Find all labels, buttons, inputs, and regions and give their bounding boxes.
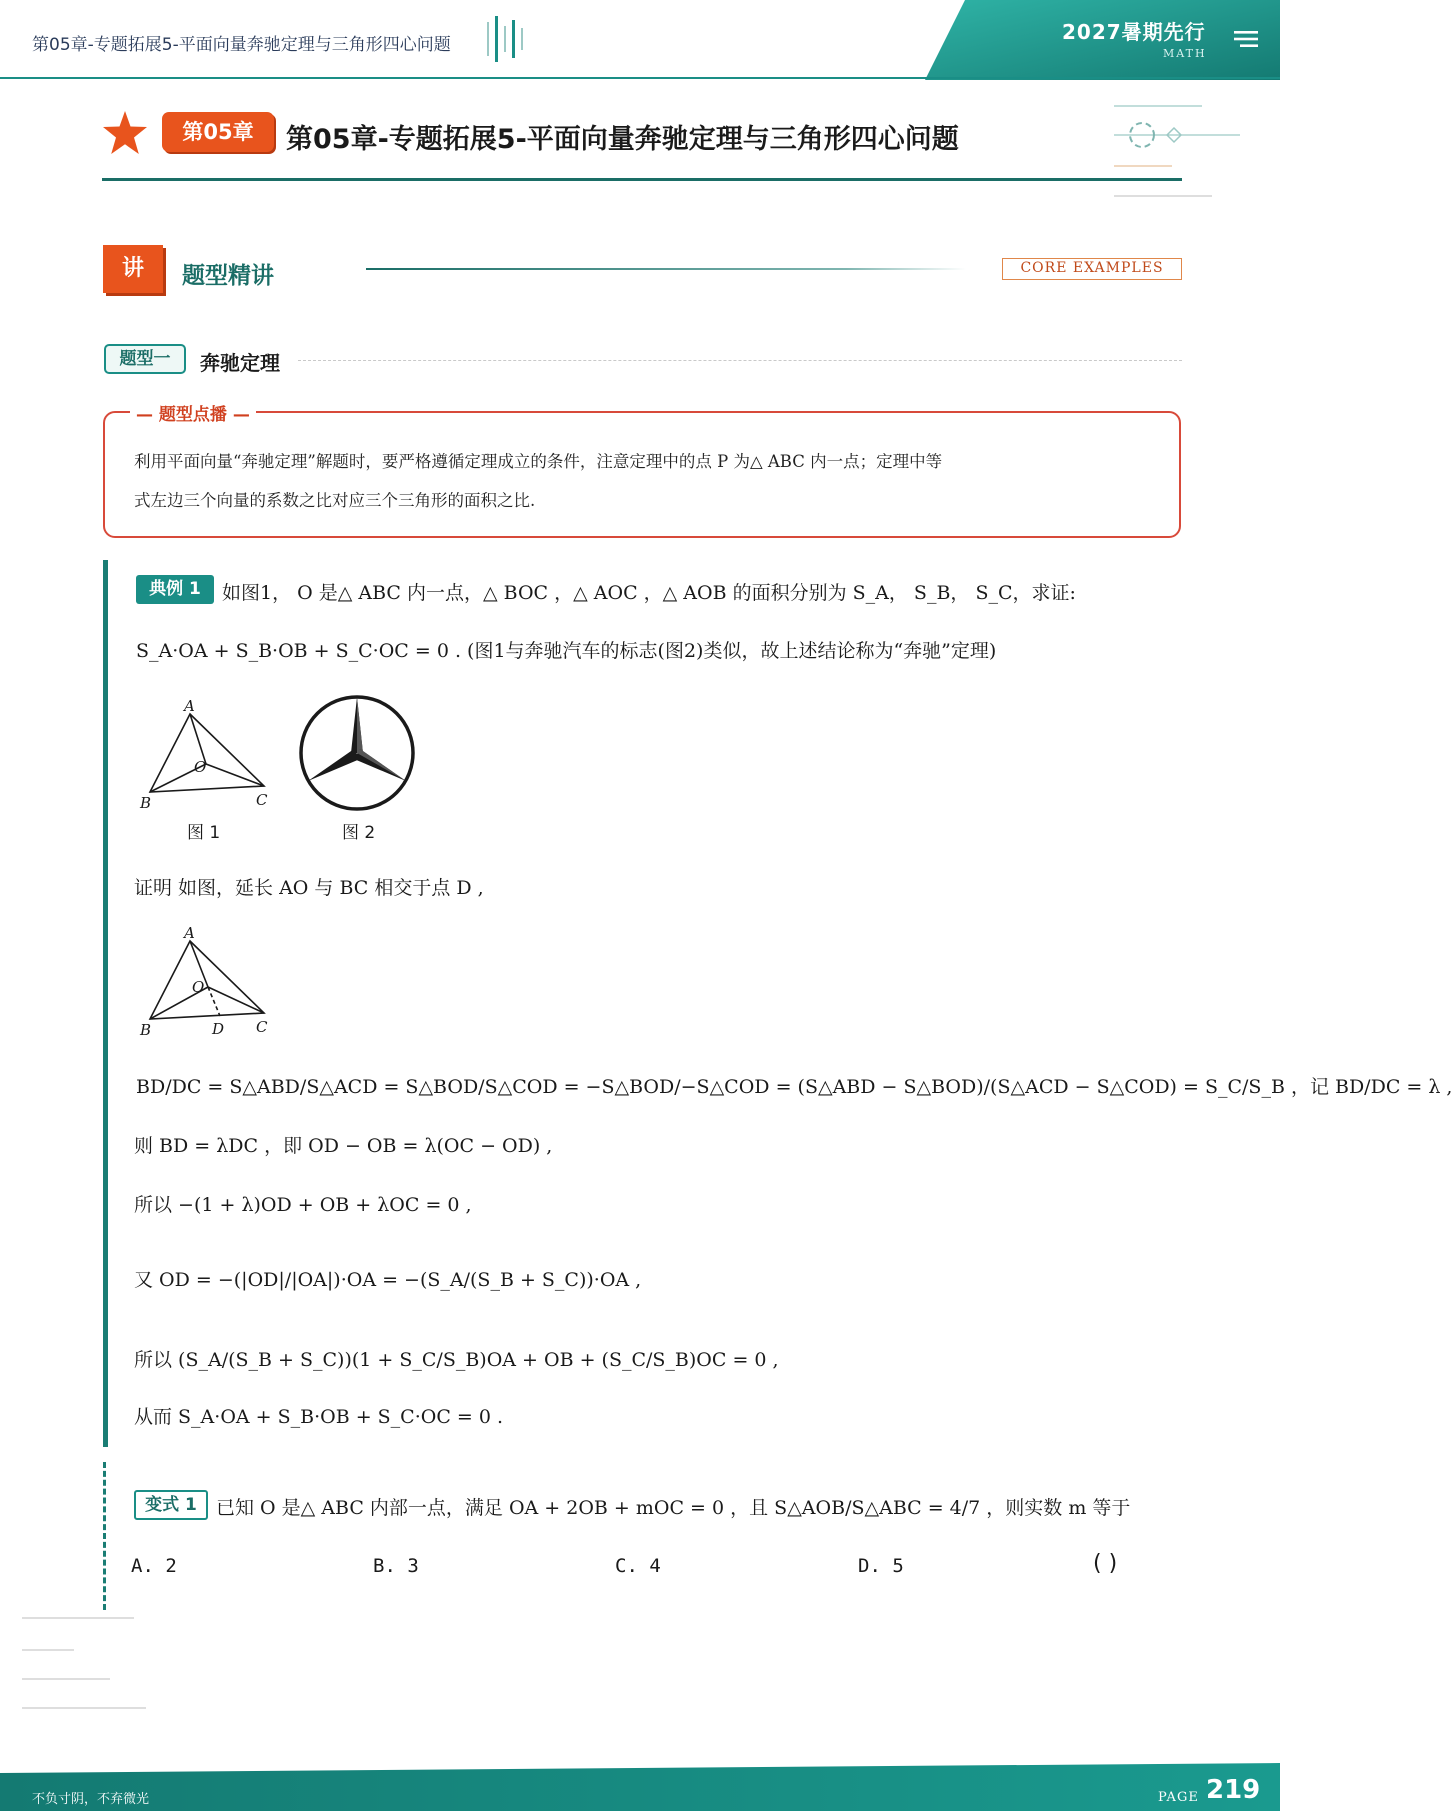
header-title: 第05章-专题拓展5-平面向量奔驰定理与三角形四心问题: [32, 35, 451, 55]
header-brand: 2027暑期先行: [1062, 20, 1206, 44]
header-divider: [0, 77, 1280, 79]
figure-1-triangle: [136, 698, 272, 812]
tip-line-2: 式左边三个向量的系数之比对应三个三角形的面积之比.: [134, 491, 536, 510]
figure-2-emblem: [297, 693, 417, 813]
option-d[interactable]: D. 5: [858, 1555, 904, 1577]
page-footer: [0, 1763, 1280, 1811]
figure-1-caption: 图 1: [187, 823, 221, 843]
tip-label: — 题型点播 —: [130, 400, 256, 425]
proof-eq-2: 则 BD = λDC ，即 OD − OB = λ(OC − OD) ,: [134, 1135, 553, 1157]
type-dotted-line: [298, 360, 1182, 361]
example-side-bar: [103, 560, 108, 1447]
section-title: 题型精讲: [182, 263, 274, 289]
tip-text: [134, 442, 1159, 520]
star-icon: [102, 110, 148, 156]
option-c[interactable]: C. 4: [615, 1555, 661, 1577]
menu-icon[interactable]: [1234, 30, 1258, 48]
option-b[interactable]: B. 3: [373, 1555, 419, 1577]
svg-text:C: C: [256, 791, 268, 809]
svg-text:B: B: [140, 1021, 152, 1039]
header-bars-icon: [487, 16, 531, 62]
example-line-1: 如图1， O 是△ ABC 内一点，△ BOC ，△ AOC ，△ AOB 的面积分别为 S_A， S_B， S_C，求证:: [222, 582, 1076, 604]
example-line-2: S_A·OA + S_B·OB + S_C·OC = 0 . (图1与奔驰汽车的标志(图2)类似，故上述结论称为“奔驰”定理): [136, 640, 997, 662]
answer-blank[interactable]: ( ): [1093, 1551, 1118, 1576]
tip-line-1: 利用平面向量“奔驰定理”解题时，要严格遵循定理成立的条件，注意定理中的点 P 为△ ABC 内一点；定理中等: [134, 452, 943, 471]
variant-side-dash: [103, 1462, 106, 1610]
chapter-tag: 第05章: [162, 112, 274, 152]
footer-page-label: PAGE: [1158, 1790, 1199, 1805]
variant-tag: 变式 1: [134, 1490, 208, 1520]
chapter-divider: [102, 178, 1182, 181]
svg-text:A: A: [184, 697, 195, 715]
proof-eq-6: 从而 S_A·OA + S_B·OB + S_C·OC = 0 .: [134, 1406, 504, 1428]
svg-text:B: B: [140, 794, 152, 812]
proof-intro: 证明 如图，延长 AO 与 BC 相交于点 D ,: [134, 877, 484, 899]
chapter-decoration: [1112, 100, 1242, 200]
svg-text:A: A: [184, 924, 195, 942]
section-divider: [366, 268, 966, 270]
svg-text:O: O: [194, 758, 207, 776]
header-brand-sub: MATH: [1163, 47, 1207, 60]
figure-3-triangle: [136, 925, 272, 1039]
variant-stem: 已知 O 是△ ABC 内部一点，满足 OA + 2OB + mOC = 0 ，且 S△AOB/S△ABC = 4/7 ，则实数 m 等于: [216, 1497, 1131, 1519]
type-tag: 题型一: [104, 344, 186, 374]
option-a[interactable]: A. 2: [131, 1555, 177, 1577]
section-icon-box: 讲: [103, 245, 163, 293]
svg-text:C: C: [256, 1018, 268, 1036]
chapter-title: 第05章-专题拓展5-平面向量奔驰定理与三角形四心问题: [286, 124, 959, 155]
page-header: [0, 0, 1280, 80]
section-badge: CORE EXAMPLES: [1002, 258, 1182, 280]
svg-text:D: D: [212, 1020, 225, 1038]
proof-eq-1: BD/DC = S△ABD/S△ACD = S△BOD/S△COD = −S△BOD/−S△COD = (S△ABD − S△BOD)/(S△ACD − S△COD) = S_C/S_B ，记 BD/DC = λ ,: [136, 1076, 1452, 1098]
example-tag: 典例 1: [136, 575, 214, 604]
footer-page-number: 219: [1206, 1775, 1261, 1805]
figure-2-caption: 图 2: [342, 823, 376, 843]
type-name: 奔驰定理: [200, 351, 280, 375]
margin-decoration: [22, 1612, 142, 1712]
proof-eq-5: 所以 (S_A/(S_B + S_C))(1 + S_C/S_B)OA + OB + (S_C/S_B)OC = 0 ,: [134, 1349, 779, 1371]
proof-eq-3: 所以 −(1 + λ)OD + OB + λOC = 0 ,: [134, 1194, 472, 1216]
footer-motto: 不负寸阴，不弃微光: [32, 1792, 150, 1807]
proof-eq-4: 又 OD = −(|OD|/|OA|)·OA = −(S_A/(S_B + S_C))·OA ,: [134, 1269, 642, 1291]
svg-text:O: O: [192, 978, 205, 996]
